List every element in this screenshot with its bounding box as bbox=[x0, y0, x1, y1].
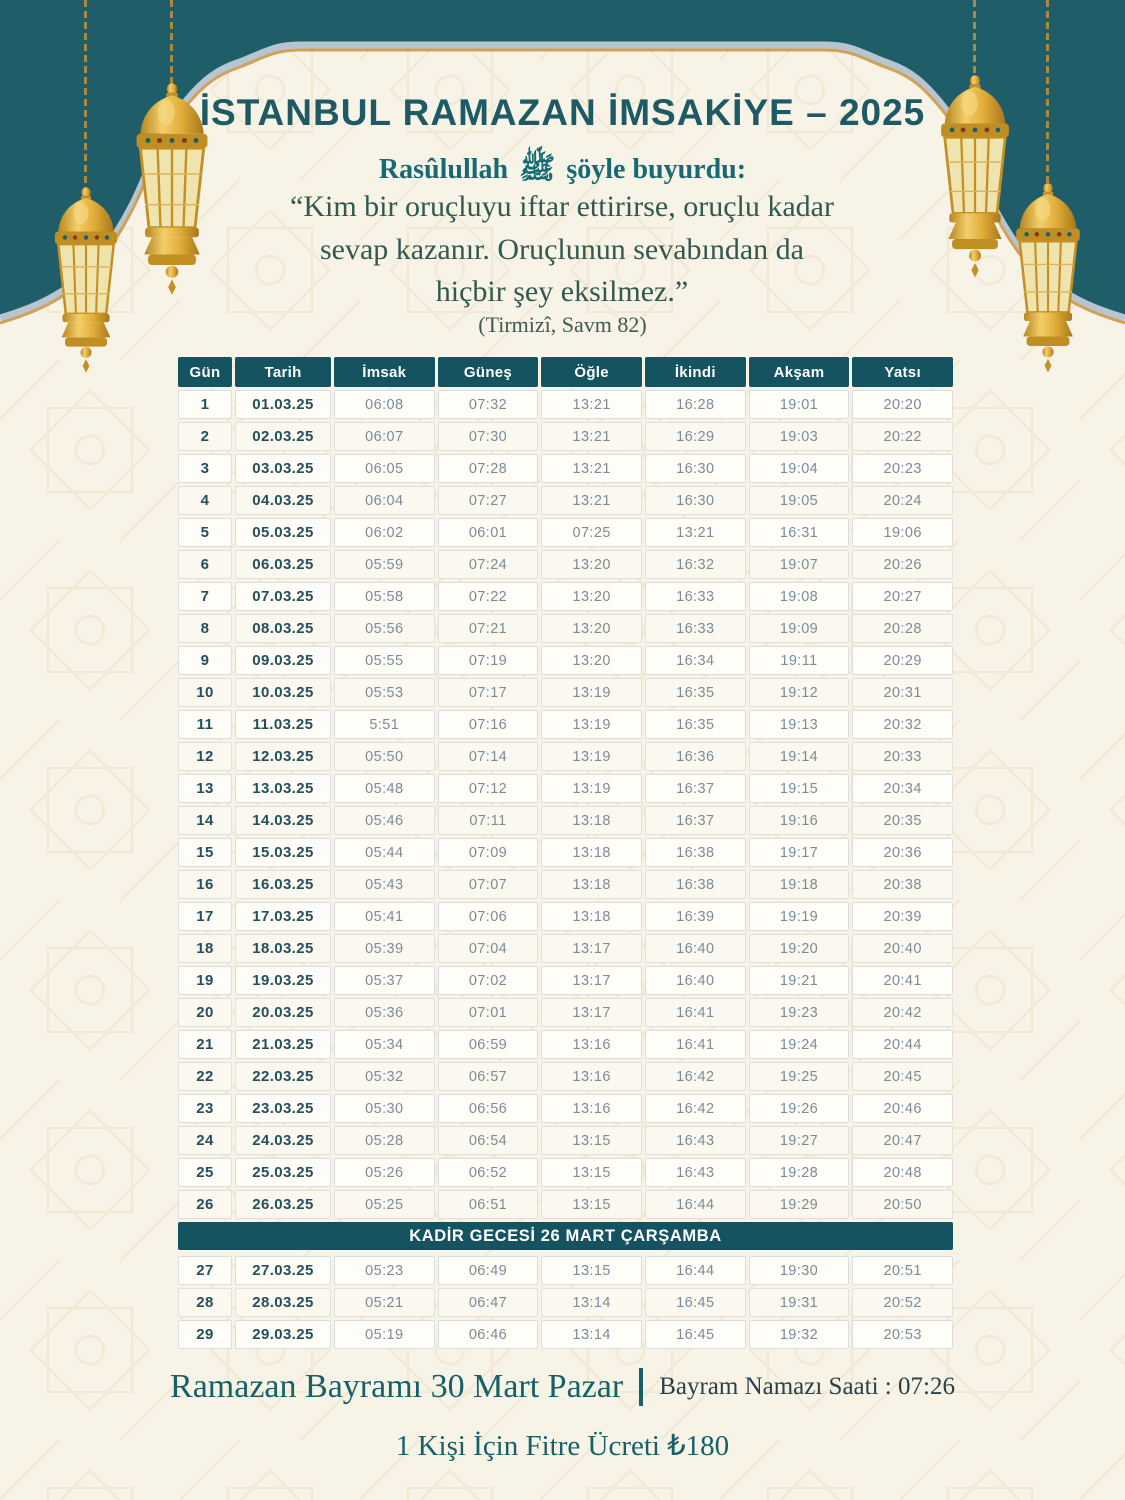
aksam-time-cell: 19:05 bbox=[749, 486, 850, 515]
table-row bbox=[178, 1094, 953, 1123]
ikindi-time-cell: 16:39 bbox=[645, 902, 746, 931]
day-number-cell: 29 bbox=[178, 1320, 232, 1349]
yatsi-time-cell: 20:20 bbox=[852, 390, 953, 419]
yatsi-time-cell: 20:47 bbox=[852, 1126, 953, 1155]
aksam-time-cell: 19:03 bbox=[749, 422, 850, 451]
date-cell: 01.03.25 bbox=[235, 390, 331, 419]
day-number-cell: 25 bbox=[178, 1158, 232, 1187]
imsak-time-cell: 05:39 bbox=[334, 934, 435, 963]
ikindi-time-cell: 16:45 bbox=[645, 1288, 746, 1317]
date-cell: 21.03.25 bbox=[235, 1030, 331, 1059]
table-row bbox=[178, 902, 953, 931]
gunes-time-cell: 07:06 bbox=[438, 902, 539, 931]
ikindi-time-cell: 16:36 bbox=[645, 742, 746, 771]
ogle-time-cell: 13:20 bbox=[541, 550, 642, 579]
yatsi-time-cell: 20:42 bbox=[852, 998, 953, 1027]
day-number-cell: 5 bbox=[178, 518, 232, 547]
imsak-time-cell: 05:46 bbox=[334, 806, 435, 835]
gunes-time-cell: 07:16 bbox=[438, 710, 539, 739]
ikindi-time-cell: 16:34 bbox=[645, 646, 746, 675]
date-cell: 17.03.25 bbox=[235, 902, 331, 931]
table-row bbox=[178, 934, 953, 963]
date-cell: 27.03.25 bbox=[235, 1256, 331, 1285]
table-row bbox=[178, 550, 953, 579]
date-cell: 14.03.25 bbox=[235, 806, 331, 835]
gunes-time-cell: 06:47 bbox=[438, 1288, 539, 1317]
imsak-time-cell: 5:51 bbox=[334, 710, 435, 739]
lantern-chain bbox=[973, 0, 976, 80]
aksam-time-cell: 19:29 bbox=[749, 1190, 850, 1219]
aksam-time-cell: 19:18 bbox=[749, 870, 850, 899]
ogle-time-cell: 13:18 bbox=[541, 806, 642, 835]
aksam-time-cell: 19:04 bbox=[749, 454, 850, 483]
day-number-cell: 24 bbox=[178, 1126, 232, 1155]
yatsi-time-cell: 20:28 bbox=[852, 614, 953, 643]
imsak-time-cell: 05:59 bbox=[334, 550, 435, 579]
aksam-time-cell: 19:30 bbox=[749, 1256, 850, 1285]
table-row bbox=[178, 710, 953, 739]
gunes-time-cell: 07:27 bbox=[438, 486, 539, 515]
imsak-time-cell: 05:41 bbox=[334, 902, 435, 931]
ikindi-time-cell: 16:44 bbox=[645, 1190, 746, 1219]
day-number-cell: 3 bbox=[178, 454, 232, 483]
date-cell: 13.03.25 bbox=[235, 774, 331, 803]
date-cell: 25.03.25 bbox=[235, 1158, 331, 1187]
ogle-time-cell: 13:15 bbox=[541, 1158, 642, 1187]
ikindi-time-cell: 16:43 bbox=[645, 1126, 746, 1155]
kadir-gecesi-banner bbox=[178, 1222, 953, 1250]
ikindi-time-cell: 16:30 bbox=[645, 486, 746, 515]
aksam-time-cell: 19:19 bbox=[749, 902, 850, 931]
day-number-cell: 28 bbox=[178, 1288, 232, 1317]
ikindi-time-cell: 16:44 bbox=[645, 1256, 746, 1285]
imsak-time-cell: 05:23 bbox=[334, 1256, 435, 1285]
ikindi-time-cell: 16:45 bbox=[645, 1320, 746, 1349]
yatsi-time-cell: 20:24 bbox=[852, 486, 953, 515]
ogle-time-cell: 13:17 bbox=[541, 934, 642, 963]
gunes-time-cell: 07:02 bbox=[438, 966, 539, 995]
yatsi-time-cell: 20:38 bbox=[852, 870, 953, 899]
aksam-time-cell: 19:20 bbox=[749, 934, 850, 963]
table-row bbox=[178, 454, 953, 483]
imsak-time-cell: 05:34 bbox=[334, 1030, 435, 1059]
ogle-time-cell: 13:21 bbox=[541, 454, 642, 483]
day-number-cell: 12 bbox=[178, 742, 232, 771]
table-header-row bbox=[178, 357, 953, 387]
gunes-time-cell: 06:54 bbox=[438, 1126, 539, 1155]
date-cell: 20.03.25 bbox=[235, 998, 331, 1027]
gunes-time-cell: 07:24 bbox=[438, 550, 539, 579]
ikindi-time-cell: 16:40 bbox=[645, 966, 746, 995]
ogle-time-cell: 13:19 bbox=[541, 742, 642, 771]
table-row bbox=[178, 614, 953, 643]
day-number-cell: 6 bbox=[178, 550, 232, 579]
gunes-time-cell: 07:11 bbox=[438, 806, 539, 835]
day-number-cell: 13 bbox=[178, 774, 232, 803]
imsak-time-cell: 05:44 bbox=[334, 838, 435, 867]
day-number-cell: 8 bbox=[178, 614, 232, 643]
day-number-cell: 17 bbox=[178, 902, 232, 931]
table-row bbox=[178, 870, 953, 899]
ogle-time-cell: 13:20 bbox=[541, 582, 642, 611]
day-number-cell: 4 bbox=[178, 486, 232, 515]
gunes-time-cell: 07:12 bbox=[438, 774, 539, 803]
ikindi-time-cell: 16:38 bbox=[645, 838, 746, 867]
gunes-time-cell: 06:56 bbox=[438, 1094, 539, 1123]
column-header-gunes: Güneş bbox=[438, 357, 539, 387]
table-row bbox=[178, 1062, 953, 1091]
aksam-time-cell: 19:01 bbox=[749, 390, 850, 419]
aksam-time-cell: 19:12 bbox=[749, 678, 850, 707]
bayram-prayer-time-text: Bayram Namazı Saati : 07:26 bbox=[659, 1373, 955, 1400]
gunes-time-cell: 07:30 bbox=[438, 422, 539, 451]
imsak-time-cell: 05:48 bbox=[334, 774, 435, 803]
aksam-time-cell: 19:21 bbox=[749, 966, 850, 995]
column-header-ogle: Öğle bbox=[541, 357, 642, 387]
yatsi-time-cell: 20:35 bbox=[852, 806, 953, 835]
aksam-time-cell: 19:27 bbox=[749, 1126, 850, 1155]
yatsi-time-cell: 20:33 bbox=[852, 742, 953, 771]
hadith-intro-pre: Rasûlullah bbox=[378, 154, 509, 185]
ogle-time-cell: 13:19 bbox=[541, 710, 642, 739]
yatsi-time-cell: 20:36 bbox=[852, 838, 953, 867]
ikindi-time-cell: 16:41 bbox=[645, 1030, 746, 1059]
day-number-cell: 22 bbox=[178, 1062, 232, 1091]
imsak-time-cell: 06:08 bbox=[334, 390, 435, 419]
yatsi-time-cell: 20:39 bbox=[852, 902, 953, 931]
day-number-cell: 2 bbox=[178, 422, 232, 451]
ogle-time-cell: 13:21 bbox=[541, 422, 642, 451]
kadir-gecesi-label: KADİR GECESİ 26 MART ÇARŞAMBA bbox=[409, 1226, 722, 1245]
yatsi-time-cell: 20:29 bbox=[852, 646, 953, 675]
gunes-time-cell: 07:17 bbox=[438, 678, 539, 707]
quote-line: hiçbir şey eksilmez.” bbox=[435, 275, 689, 309]
table-row bbox=[178, 1288, 953, 1317]
imsak-time-cell: 05:55 bbox=[334, 646, 435, 675]
imsak-time-cell: 06:02 bbox=[334, 518, 435, 547]
gunes-time-cell: 06:59 bbox=[438, 1030, 539, 1059]
day-number-cell: 16 bbox=[178, 870, 232, 899]
imsak-time-cell: 05:56 bbox=[334, 614, 435, 643]
gunes-time-cell: 07:21 bbox=[438, 614, 539, 643]
imsak-time-cell: 06:05 bbox=[334, 454, 435, 483]
hadith-intro-post: şöyle buyurdu: bbox=[566, 154, 747, 185]
table-row bbox=[178, 1190, 953, 1219]
ikindi-time-cell: 16:33 bbox=[645, 614, 746, 643]
table-row bbox=[178, 1030, 953, 1059]
imsak-time-cell: 06:07 bbox=[334, 422, 435, 451]
gunes-time-cell: 06:57 bbox=[438, 1062, 539, 1091]
aksam-time-cell: 19:11 bbox=[749, 646, 850, 675]
date-cell: 18.03.25 bbox=[235, 934, 331, 963]
table-row bbox=[178, 998, 953, 1027]
ikindi-time-cell: 16:37 bbox=[645, 806, 746, 835]
column-header-imsak: İmsak bbox=[334, 357, 435, 387]
imsak-time-cell: 05:19 bbox=[334, 1320, 435, 1349]
aksam-time-cell: 19:15 bbox=[749, 774, 850, 803]
imsak-time-cell: 05:25 bbox=[334, 1190, 435, 1219]
ogle-time-cell: 13:21 bbox=[541, 486, 642, 515]
ogle-time-cell: 13:15 bbox=[541, 1126, 642, 1155]
date-cell: 04.03.25 bbox=[235, 486, 331, 515]
table-row bbox=[178, 582, 953, 611]
table-row bbox=[178, 646, 953, 675]
lantern-icon bbox=[1005, 182, 1091, 388]
day-number-cell: 15 bbox=[178, 838, 232, 867]
ogle-time-cell: 13:18 bbox=[541, 902, 642, 931]
gunes-time-cell: 07:14 bbox=[438, 742, 539, 771]
date-cell: 02.03.25 bbox=[235, 422, 331, 451]
gunes-time-cell: 06:52 bbox=[438, 1158, 539, 1187]
yatsi-time-cell: 20:41 bbox=[852, 966, 953, 995]
imsak-time-cell: 05:21 bbox=[334, 1288, 435, 1317]
date-cell: 09.03.25 bbox=[235, 646, 331, 675]
ikindi-time-cell: 16:32 bbox=[645, 550, 746, 579]
lantern-icon bbox=[44, 186, 128, 388]
yatsi-time-cell: 20:48 bbox=[852, 1158, 953, 1187]
imsak-time-cell: 05:26 bbox=[334, 1158, 435, 1187]
lantern-chain bbox=[170, 0, 173, 88]
table-row bbox=[178, 390, 953, 419]
imsak-time-cell: 05:53 bbox=[334, 678, 435, 707]
table-row bbox=[178, 518, 953, 547]
table-body bbox=[178, 390, 953, 1349]
column-header-gun: Gün bbox=[178, 357, 232, 387]
ikindi-time-cell: 16:41 bbox=[645, 998, 746, 1027]
ogle-time-cell: 13:14 bbox=[541, 1288, 642, 1317]
yatsi-time-cell: 20:50 bbox=[852, 1190, 953, 1219]
date-cell: 19.03.25 bbox=[235, 966, 331, 995]
bayram-footer bbox=[0, 1368, 1125, 1406]
date-cell: 15.03.25 bbox=[235, 838, 331, 867]
ikindi-time-cell: 16:38 bbox=[645, 870, 746, 899]
ogle-time-cell: 13:19 bbox=[541, 774, 642, 803]
date-cell: 16.03.25 bbox=[235, 870, 331, 899]
ogle-time-cell: 13:17 bbox=[541, 966, 642, 995]
column-header-aksam: Akşam bbox=[749, 357, 850, 387]
ikindi-time-cell: 13:21 bbox=[645, 518, 746, 547]
ogle-time-cell: 13:16 bbox=[541, 1030, 642, 1059]
yatsi-time-cell: 20:52 bbox=[852, 1288, 953, 1317]
day-number-cell: 21 bbox=[178, 1030, 232, 1059]
gunes-time-cell: 06:46 bbox=[438, 1320, 539, 1349]
gunes-time-cell: 07:22 bbox=[438, 582, 539, 611]
ikindi-time-cell: 16:29 bbox=[645, 422, 746, 451]
gunes-time-cell: 07:32 bbox=[438, 390, 539, 419]
ogle-time-cell: 13:19 bbox=[541, 678, 642, 707]
date-cell: 06.03.25 bbox=[235, 550, 331, 579]
yatsi-time-cell: 20:45 bbox=[852, 1062, 953, 1091]
gunes-time-cell: 06:51 bbox=[438, 1190, 539, 1219]
ikindi-time-cell: 16:40 bbox=[645, 934, 746, 963]
ikindi-time-cell: 16:42 bbox=[645, 1062, 746, 1091]
imsak-time-cell: 05:58 bbox=[334, 582, 435, 611]
table-row bbox=[178, 806, 953, 835]
ogle-time-cell: 13:15 bbox=[541, 1190, 642, 1219]
imsak-time-cell: 05:32 bbox=[334, 1062, 435, 1091]
date-cell: 05.03.25 bbox=[235, 518, 331, 547]
aksam-time-cell: 19:16 bbox=[749, 806, 850, 835]
ogle-time-cell: 13:17 bbox=[541, 998, 642, 1027]
date-cell: 23.03.25 bbox=[235, 1094, 331, 1123]
imsak-time-cell: 05:28 bbox=[334, 1126, 435, 1155]
imsak-time-cell: 05:50 bbox=[334, 742, 435, 771]
date-cell: 07.03.25 bbox=[235, 582, 331, 611]
day-number-cell: 1 bbox=[178, 390, 232, 419]
table-row bbox=[178, 678, 953, 707]
aksam-time-cell: 19:31 bbox=[749, 1288, 850, 1317]
day-number-cell: 9 bbox=[178, 646, 232, 675]
aksam-time-cell: 19:24 bbox=[749, 1030, 850, 1059]
day-number-cell: 20 bbox=[178, 998, 232, 1027]
day-number-cell: 10 bbox=[178, 678, 232, 707]
aksam-time-cell: 19:23 bbox=[749, 998, 850, 1027]
day-number-cell: 19 bbox=[178, 966, 232, 995]
aksam-time-cell: 19:25 bbox=[749, 1062, 850, 1091]
day-number-cell: 23 bbox=[178, 1094, 232, 1123]
ikindi-time-cell: 16:43 bbox=[645, 1158, 746, 1187]
fitre-label: 1 Kişi İçin Fitre Ücreti bbox=[395, 1430, 660, 1462]
aksam-time-cell: 19:08 bbox=[749, 582, 850, 611]
table-row bbox=[178, 1158, 953, 1187]
ogle-time-cell: 13:20 bbox=[541, 646, 642, 675]
column-header-ikindi: İkindi bbox=[645, 357, 746, 387]
table-row bbox=[178, 486, 953, 515]
aksam-time-cell: 19:17 bbox=[749, 838, 850, 867]
date-cell: 29.03.25 bbox=[235, 1320, 331, 1349]
ogle-time-cell: 13:21 bbox=[541, 390, 642, 419]
ikindi-time-cell: 16:30 bbox=[645, 454, 746, 483]
fitre-footer bbox=[0, 1428, 1125, 1463]
imsak-time-cell: 06:04 bbox=[334, 486, 435, 515]
aksam-time-cell: 19:07 bbox=[749, 550, 850, 579]
aksam-time-cell: 19:13 bbox=[749, 710, 850, 739]
quote-line: “Kim bir oruçluyu iftar ettirirse, oruçlu kadar bbox=[290, 190, 834, 223]
ogle-time-cell: 07:25 bbox=[541, 518, 642, 547]
yatsi-time-cell: 20:44 bbox=[852, 1030, 953, 1059]
aksam-time-cell: 16:31 bbox=[749, 518, 850, 547]
table-row bbox=[178, 838, 953, 867]
gunes-time-cell: 07:07 bbox=[438, 870, 539, 899]
table-row bbox=[178, 1320, 953, 1349]
ogle-time-cell: 13:14 bbox=[541, 1320, 642, 1349]
ikindi-time-cell: 16:42 bbox=[645, 1094, 746, 1123]
day-number-cell: 26 bbox=[178, 1190, 232, 1219]
table-row bbox=[178, 422, 953, 451]
aksam-time-cell: 19:26 bbox=[749, 1094, 850, 1123]
imsak-time-cell: 05:37 bbox=[334, 966, 435, 995]
table-row bbox=[178, 774, 953, 803]
bayram-date-text: Ramazan Bayramı 30 Mart Pazar bbox=[170, 1368, 624, 1405]
table-row bbox=[178, 1256, 953, 1285]
day-number-cell: 14 bbox=[178, 806, 232, 835]
day-number-cell: 7 bbox=[178, 582, 232, 611]
table-row bbox=[178, 966, 953, 995]
ogle-time-cell: 13:16 bbox=[541, 1094, 642, 1123]
ogle-time-cell: 13:18 bbox=[541, 838, 642, 867]
date-cell: 08.03.25 bbox=[235, 614, 331, 643]
yatsi-time-cell: 20:26 bbox=[852, 550, 953, 579]
day-number-cell: 27 bbox=[178, 1256, 232, 1285]
ikindi-time-cell: 16:35 bbox=[645, 678, 746, 707]
date-cell: 03.03.25 bbox=[235, 454, 331, 483]
footer-divider bbox=[639, 1368, 643, 1406]
column-header-tarih: Tarih bbox=[235, 357, 331, 387]
ikindi-time-cell: 16:37 bbox=[645, 774, 746, 803]
yatsi-time-cell: 20:51 bbox=[852, 1256, 953, 1285]
page-title: İSTANBUL RAMAZAN İMSAKİYE – 2025 bbox=[199, 92, 926, 133]
gunes-time-cell: 07:01 bbox=[438, 998, 539, 1027]
yatsi-time-cell: 20:40 bbox=[852, 934, 953, 963]
date-cell: 12.03.25 bbox=[235, 742, 331, 771]
imsak-time-cell: 05:30 bbox=[334, 1094, 435, 1123]
yatsi-time-cell: 20:46 bbox=[852, 1094, 953, 1123]
quote-line: sevap kazanır. Oruçlunun sevabından da bbox=[320, 232, 804, 266]
yatsi-time-cell: 19:06 bbox=[852, 518, 953, 547]
table-row bbox=[178, 742, 953, 771]
gunes-time-cell: 07:09 bbox=[438, 838, 539, 867]
yatsi-time-cell: 20:31 bbox=[852, 678, 953, 707]
gunes-time-cell: 07:19 bbox=[438, 646, 539, 675]
aksam-time-cell: 19:32 bbox=[749, 1320, 850, 1349]
yatsi-time-cell: 20:23 bbox=[852, 454, 953, 483]
ikindi-time-cell: 16:28 bbox=[645, 390, 746, 419]
ikindi-time-cell: 16:33 bbox=[645, 582, 746, 611]
yatsi-time-cell: 20:34 bbox=[852, 774, 953, 803]
hadith-source: (Tirmizî, Savm 82) bbox=[478, 312, 647, 337]
table-row bbox=[178, 1126, 953, 1155]
aksam-time-cell: 19:09 bbox=[749, 614, 850, 643]
day-number-cell: 11 bbox=[178, 710, 232, 739]
gunes-time-cell: 06:49 bbox=[438, 1256, 539, 1285]
date-cell: 11.03.25 bbox=[235, 710, 331, 739]
imsak-time-cell: 05:43 bbox=[334, 870, 435, 899]
hadith-quote bbox=[212, 186, 912, 314]
imsak-time-cell: 05:36 bbox=[334, 998, 435, 1027]
yatsi-time-cell: 20:32 bbox=[852, 710, 953, 739]
yatsi-time-cell: 20:27 bbox=[852, 582, 953, 611]
aksam-time-cell: 19:14 bbox=[749, 742, 850, 771]
date-cell: 26.03.25 bbox=[235, 1190, 331, 1219]
date-cell: 24.03.25 bbox=[235, 1126, 331, 1155]
gunes-time-cell: 07:28 bbox=[438, 454, 539, 483]
ogle-time-cell: 13:15 bbox=[541, 1256, 642, 1285]
date-cell: 10.03.25 bbox=[235, 678, 331, 707]
yatsi-time-cell: 20:53 bbox=[852, 1320, 953, 1349]
ikindi-time-cell: 16:35 bbox=[645, 710, 746, 739]
pbuh-calligraphy-icon: ﷺ bbox=[519, 152, 556, 185]
column-header-yatsi: Yatsı bbox=[852, 357, 953, 387]
fitre-amount: ₺180 bbox=[667, 1430, 730, 1462]
gunes-time-cell: 06:01 bbox=[438, 518, 539, 547]
day-number-cell: 18 bbox=[178, 934, 232, 963]
gunes-time-cell: 07:04 bbox=[438, 934, 539, 963]
ogle-time-cell: 13:20 bbox=[541, 614, 642, 643]
date-cell: 22.03.25 bbox=[235, 1062, 331, 1091]
aksam-time-cell: 19:28 bbox=[749, 1158, 850, 1187]
date-cell: 28.03.25 bbox=[235, 1288, 331, 1317]
ogle-time-cell: 13:16 bbox=[541, 1062, 642, 1091]
yatsi-time-cell: 20:22 bbox=[852, 422, 953, 451]
prayer-times-table bbox=[178, 357, 953, 1352]
ogle-time-cell: 13:18 bbox=[541, 870, 642, 899]
